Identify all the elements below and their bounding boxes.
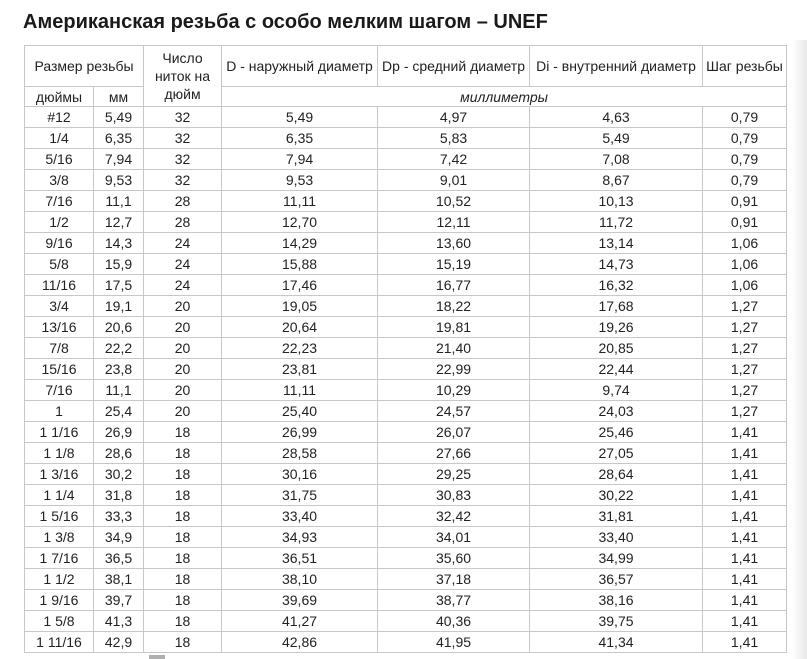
cell-inches: 5/8 [25, 254, 94, 275]
cell-inches: 3/8 [25, 170, 94, 191]
cell-outer-diameter: 23,81 [222, 359, 378, 380]
cell-mm: 38,1 [94, 569, 144, 590]
table-row [25, 296, 787, 317]
cell-inner-diameter: 4,63 [530, 107, 703, 128]
table-row [25, 254, 787, 275]
cell-threads-per-inch: 24 [144, 233, 222, 254]
cell-inches: 9/16 [25, 233, 94, 254]
cell-inner-diameter: 38,16 [530, 590, 703, 611]
cell-inner-diameter: 5,49 [530, 128, 703, 149]
cell-mm: 33,3 [94, 506, 144, 527]
cell-inches: 7/16 [25, 191, 94, 212]
cell-outer-diameter: 7,94 [222, 149, 378, 170]
cell-threads-per-inch: 18 [144, 569, 222, 590]
cell-inner-diameter: 8,67 [530, 170, 703, 191]
header-mm: мм [94, 87, 144, 107]
cell-pitch: 1,41 [703, 422, 787, 443]
header-pitch: Шаг резьбы [703, 46, 787, 87]
window-edge-shadow [792, 40, 807, 659]
cell-threads-per-inch: 28 [144, 191, 222, 212]
header-units: миллиметры [222, 87, 787, 107]
cell-inches: 1 5/16 [25, 506, 94, 527]
cell-inches: 1 11/16 [25, 632, 94, 653]
cell-inches: 1/4 [25, 128, 94, 149]
cell-inches: 1 5/8 [25, 611, 94, 632]
cell-inner-diameter: 39,75 [530, 611, 703, 632]
cell-pitch-diameter: 18,22 [378, 296, 530, 317]
cell-threads-per-inch: 32 [144, 170, 222, 191]
cell-pitch-diameter: 24,57 [378, 401, 530, 422]
units-row [25, 87, 787, 107]
cell-mm: 22,2 [94, 338, 144, 359]
cell-inches: 1 7/16 [25, 548, 94, 569]
cell-inches: 7/16 [25, 380, 94, 401]
cell-pitch-diameter: 40,36 [378, 611, 530, 632]
cell-pitch-diameter: 16,77 [378, 275, 530, 296]
cell-pitch-diameter: 27,66 [378, 443, 530, 464]
cell-pitch-diameter: 19,81 [378, 317, 530, 338]
cell-threads-per-inch: 20 [144, 317, 222, 338]
table-row [25, 233, 787, 254]
cell-outer-diameter: 9,53 [222, 170, 378, 191]
cell-inner-diameter: 22,44 [530, 359, 703, 380]
cell-pitch-diameter: 38,77 [378, 590, 530, 611]
cell-inches: 1 3/16 [25, 464, 94, 485]
cell-pitch-diameter: 9,01 [378, 170, 530, 191]
cell-inner-diameter: 41,34 [530, 632, 703, 653]
cell-outer-diameter: 14,29 [222, 233, 378, 254]
cell-outer-diameter: 25,40 [222, 401, 378, 422]
cell-outer-diameter: 38,10 [222, 569, 378, 590]
table-row [25, 485, 787, 506]
cell-pitch: 1,41 [703, 506, 787, 527]
cell-pitch: 1,27 [703, 317, 787, 338]
cell-outer-diameter: 11,11 [222, 191, 378, 212]
cell-outer-diameter: 42,86 [222, 632, 378, 653]
table-row [25, 590, 787, 611]
table-body [25, 107, 787, 653]
cell-pitch: 0,79 [703, 128, 787, 149]
cell-inner-diameter: 25,46 [530, 422, 703, 443]
header-outer-diameter: D - наружный диаметр [222, 46, 378, 87]
cell-pitch-diameter: 41,95 [378, 632, 530, 653]
cell-inches: 5/16 [25, 149, 94, 170]
cell-inches: 13/16 [25, 317, 94, 338]
cell-outer-diameter: 34,93 [222, 527, 378, 548]
cell-pitch-diameter: 32,42 [378, 506, 530, 527]
cell-threads-per-inch: 20 [144, 338, 222, 359]
cell-pitch-diameter: 29,25 [378, 464, 530, 485]
cell-outer-diameter: 22,23 [222, 338, 378, 359]
cell-inches: 7/8 [25, 338, 94, 359]
cell-pitch: 0,91 [703, 212, 787, 233]
cell-pitch-diameter: 7,42 [378, 149, 530, 170]
table-row [25, 107, 787, 128]
cell-inner-diameter: 30,22 [530, 485, 703, 506]
scroll-mark [149, 655, 165, 659]
cell-outer-diameter: 17,46 [222, 275, 378, 296]
cell-outer-diameter: 12,70 [222, 212, 378, 233]
cell-pitch-diameter: 22,99 [378, 359, 530, 380]
cell-mm: 20,6 [94, 317, 144, 338]
cell-mm: 23,8 [94, 359, 144, 380]
header-inches: дюймы [25, 87, 94, 107]
cell-outer-diameter: 19,05 [222, 296, 378, 317]
table-row [25, 170, 787, 191]
cell-mm: 28,6 [94, 443, 144, 464]
table-row [25, 611, 787, 632]
table-row [25, 506, 787, 527]
cell-threads-per-inch: 32 [144, 149, 222, 170]
table-row [25, 464, 787, 485]
cell-pitch-diameter: 4,97 [378, 107, 530, 128]
table-row [25, 275, 787, 296]
table-row [25, 443, 787, 464]
header-pitch-diameter: Dp - средний диаметр [378, 46, 530, 87]
cell-outer-diameter: 39,69 [222, 590, 378, 611]
cell-mm: 39,7 [94, 590, 144, 611]
table-row [25, 527, 787, 548]
cell-inches: 1 3/8 [25, 527, 94, 548]
cell-mm: 19,1 [94, 296, 144, 317]
cell-pitch: 0,91 [703, 191, 787, 212]
cell-outer-diameter: 36,51 [222, 548, 378, 569]
cell-outer-diameter: 26,99 [222, 422, 378, 443]
table-row [25, 149, 787, 170]
cell-mm: 11,1 [94, 380, 144, 401]
cell-threads-per-inch: 18 [144, 443, 222, 464]
cell-mm: 25,4 [94, 401, 144, 422]
cell-inches: 11/16 [25, 275, 94, 296]
cell-threads-per-inch: 20 [144, 401, 222, 422]
cell-inner-diameter: 19,26 [530, 317, 703, 338]
cell-pitch: 1,41 [703, 632, 787, 653]
cell-inches: #12 [25, 107, 94, 128]
cell-mm: 11,1 [94, 191, 144, 212]
cell-inner-diameter: 20,85 [530, 338, 703, 359]
cell-pitch-diameter: 12,11 [378, 212, 530, 233]
cell-outer-diameter: 15,88 [222, 254, 378, 275]
cell-mm: 31,8 [94, 485, 144, 506]
cell-pitch-diameter: 37,18 [378, 569, 530, 590]
cell-threads-per-inch: 28 [144, 212, 222, 233]
cell-inches: 15/16 [25, 359, 94, 380]
cell-threads-per-inch: 24 [144, 254, 222, 275]
cell-inner-diameter: 14,73 [530, 254, 703, 275]
cell-mm: 9,53 [94, 170, 144, 191]
cell-pitch: 0,79 [703, 149, 787, 170]
cell-mm: 5,49 [94, 107, 144, 128]
cell-pitch: 1,27 [703, 338, 787, 359]
cell-pitch: 1,41 [703, 485, 787, 506]
cell-inner-diameter: 24,03 [530, 401, 703, 422]
cell-pitch: 1,41 [703, 527, 787, 548]
cell-inner-diameter: 34,99 [530, 548, 703, 569]
cell-pitch: 1,27 [703, 359, 787, 380]
cell-mm: 14,3 [94, 233, 144, 254]
cell-pitch-diameter: 10,29 [378, 380, 530, 401]
cell-pitch-diameter: 34,01 [378, 527, 530, 548]
cell-threads-per-inch: 32 [144, 128, 222, 149]
cell-pitch: 1,41 [703, 443, 787, 464]
header-row [25, 46, 787, 87]
cell-threads-per-inch: 18 [144, 422, 222, 443]
cell-inches: 1 1/4 [25, 485, 94, 506]
cell-pitch-diameter: 21,40 [378, 338, 530, 359]
cell-threads-per-inch: 18 [144, 506, 222, 527]
cell-pitch: 1,41 [703, 569, 787, 590]
cell-outer-diameter: 11,11 [222, 380, 378, 401]
cell-inner-diameter: 16,32 [530, 275, 703, 296]
cell-threads-per-inch: 20 [144, 296, 222, 317]
table-row [25, 128, 787, 149]
cell-inner-diameter: 9,74 [530, 380, 703, 401]
cell-mm: 42,9 [94, 632, 144, 653]
cell-mm: 15,9 [94, 254, 144, 275]
cell-mm: 6,35 [94, 128, 144, 149]
cell-pitch-diameter: 10,52 [378, 191, 530, 212]
cell-outer-diameter: 30,16 [222, 464, 378, 485]
cell-pitch: 1,41 [703, 590, 787, 611]
cell-mm: 12,7 [94, 212, 144, 233]
table-row [25, 359, 787, 380]
cell-pitch-diameter: 13,60 [378, 233, 530, 254]
table-row [25, 569, 787, 590]
cell-mm: 41,3 [94, 611, 144, 632]
cell-pitch: 0,79 [703, 107, 787, 128]
cell-threads-per-inch: 18 [144, 632, 222, 653]
cell-threads-per-inch: 18 [144, 464, 222, 485]
cell-mm: 7,94 [94, 149, 144, 170]
cell-outer-diameter: 20,64 [222, 317, 378, 338]
header-inner-diameter: Di - внутренний диаметр [530, 46, 703, 87]
cell-inches: 1 [25, 401, 94, 422]
cell-inner-diameter: 11,72 [530, 212, 703, 233]
cell-pitch: 1,06 [703, 233, 787, 254]
cell-pitch: 1,27 [703, 401, 787, 422]
cell-pitch: 1,41 [703, 548, 787, 569]
cell-outer-diameter: 28,58 [222, 443, 378, 464]
cell-inner-diameter: 31,81 [530, 506, 703, 527]
cell-inches: 3/4 [25, 296, 94, 317]
cell-inches: 1 1/8 [25, 443, 94, 464]
cell-mm: 34,9 [94, 527, 144, 548]
cell-inches: 1 1/16 [25, 422, 94, 443]
table-row [25, 338, 787, 359]
cell-inner-diameter: 17,68 [530, 296, 703, 317]
cell-threads-per-inch: 18 [144, 548, 222, 569]
cell-threads-per-inch: 24 [144, 275, 222, 296]
cell-inner-diameter: 36,57 [530, 569, 703, 590]
cell-pitch-diameter: 5,83 [378, 128, 530, 149]
cell-mm: 17,5 [94, 275, 144, 296]
cell-pitch: 1,06 [703, 275, 787, 296]
cell-mm: 30,2 [94, 464, 144, 485]
cell-inner-diameter: 27,05 [530, 443, 703, 464]
table-row [25, 548, 787, 569]
cell-inches: 1/2 [25, 212, 94, 233]
table-row [25, 401, 787, 422]
cell-outer-diameter: 5,49 [222, 107, 378, 128]
cell-outer-diameter: 6,35 [222, 128, 378, 149]
cell-outer-diameter: 33,40 [222, 506, 378, 527]
cell-inches: 1 1/2 [25, 569, 94, 590]
cell-inner-diameter: 33,40 [530, 527, 703, 548]
header-threads-per-inch: Число ниток на дюйм [144, 46, 222, 107]
cell-threads-per-inch: 20 [144, 380, 222, 401]
cell-pitch-diameter: 35,60 [378, 548, 530, 569]
cell-inner-diameter: 28,64 [530, 464, 703, 485]
cell-pitch: 0,79 [703, 170, 787, 191]
cell-threads-per-inch: 32 [144, 107, 222, 128]
cell-pitch-diameter: 26,07 [378, 422, 530, 443]
header-size: Размер резьбы [25, 46, 144, 87]
cell-threads-per-inch: 18 [144, 485, 222, 506]
cell-inner-diameter: 13,14 [530, 233, 703, 254]
table-row [25, 380, 787, 401]
cell-outer-diameter: 41,27 [222, 611, 378, 632]
cell-pitch: 1,41 [703, 611, 787, 632]
cell-pitch: 1,27 [703, 380, 787, 401]
cell-inches: 1 9/16 [25, 590, 94, 611]
table-row [25, 212, 787, 233]
table-row [25, 317, 787, 338]
cell-pitch: 1,41 [703, 464, 787, 485]
cell-pitch: 1,27 [703, 296, 787, 317]
cell-inner-diameter: 10,13 [530, 191, 703, 212]
cell-threads-per-inch: 20 [144, 359, 222, 380]
cell-pitch-diameter: 30,83 [378, 485, 530, 506]
page-title: Американская резьба с особо мелким шагом – UNEF [23, 11, 548, 33]
table-row [25, 632, 787, 653]
table-row [25, 191, 787, 212]
cell-mm: 26,9 [94, 422, 144, 443]
cell-threads-per-inch: 18 [144, 527, 222, 548]
cell-pitch-diameter: 15,19 [378, 254, 530, 275]
cell-outer-diameter: 31,75 [222, 485, 378, 506]
cell-mm: 36,5 [94, 548, 144, 569]
cell-pitch: 1,06 [703, 254, 787, 275]
cell-inner-diameter: 7,08 [530, 149, 703, 170]
cell-threads-per-inch: 18 [144, 590, 222, 611]
table-row [25, 422, 787, 443]
thread-table [24, 45, 787, 653]
cell-threads-per-inch: 18 [144, 611, 222, 632]
